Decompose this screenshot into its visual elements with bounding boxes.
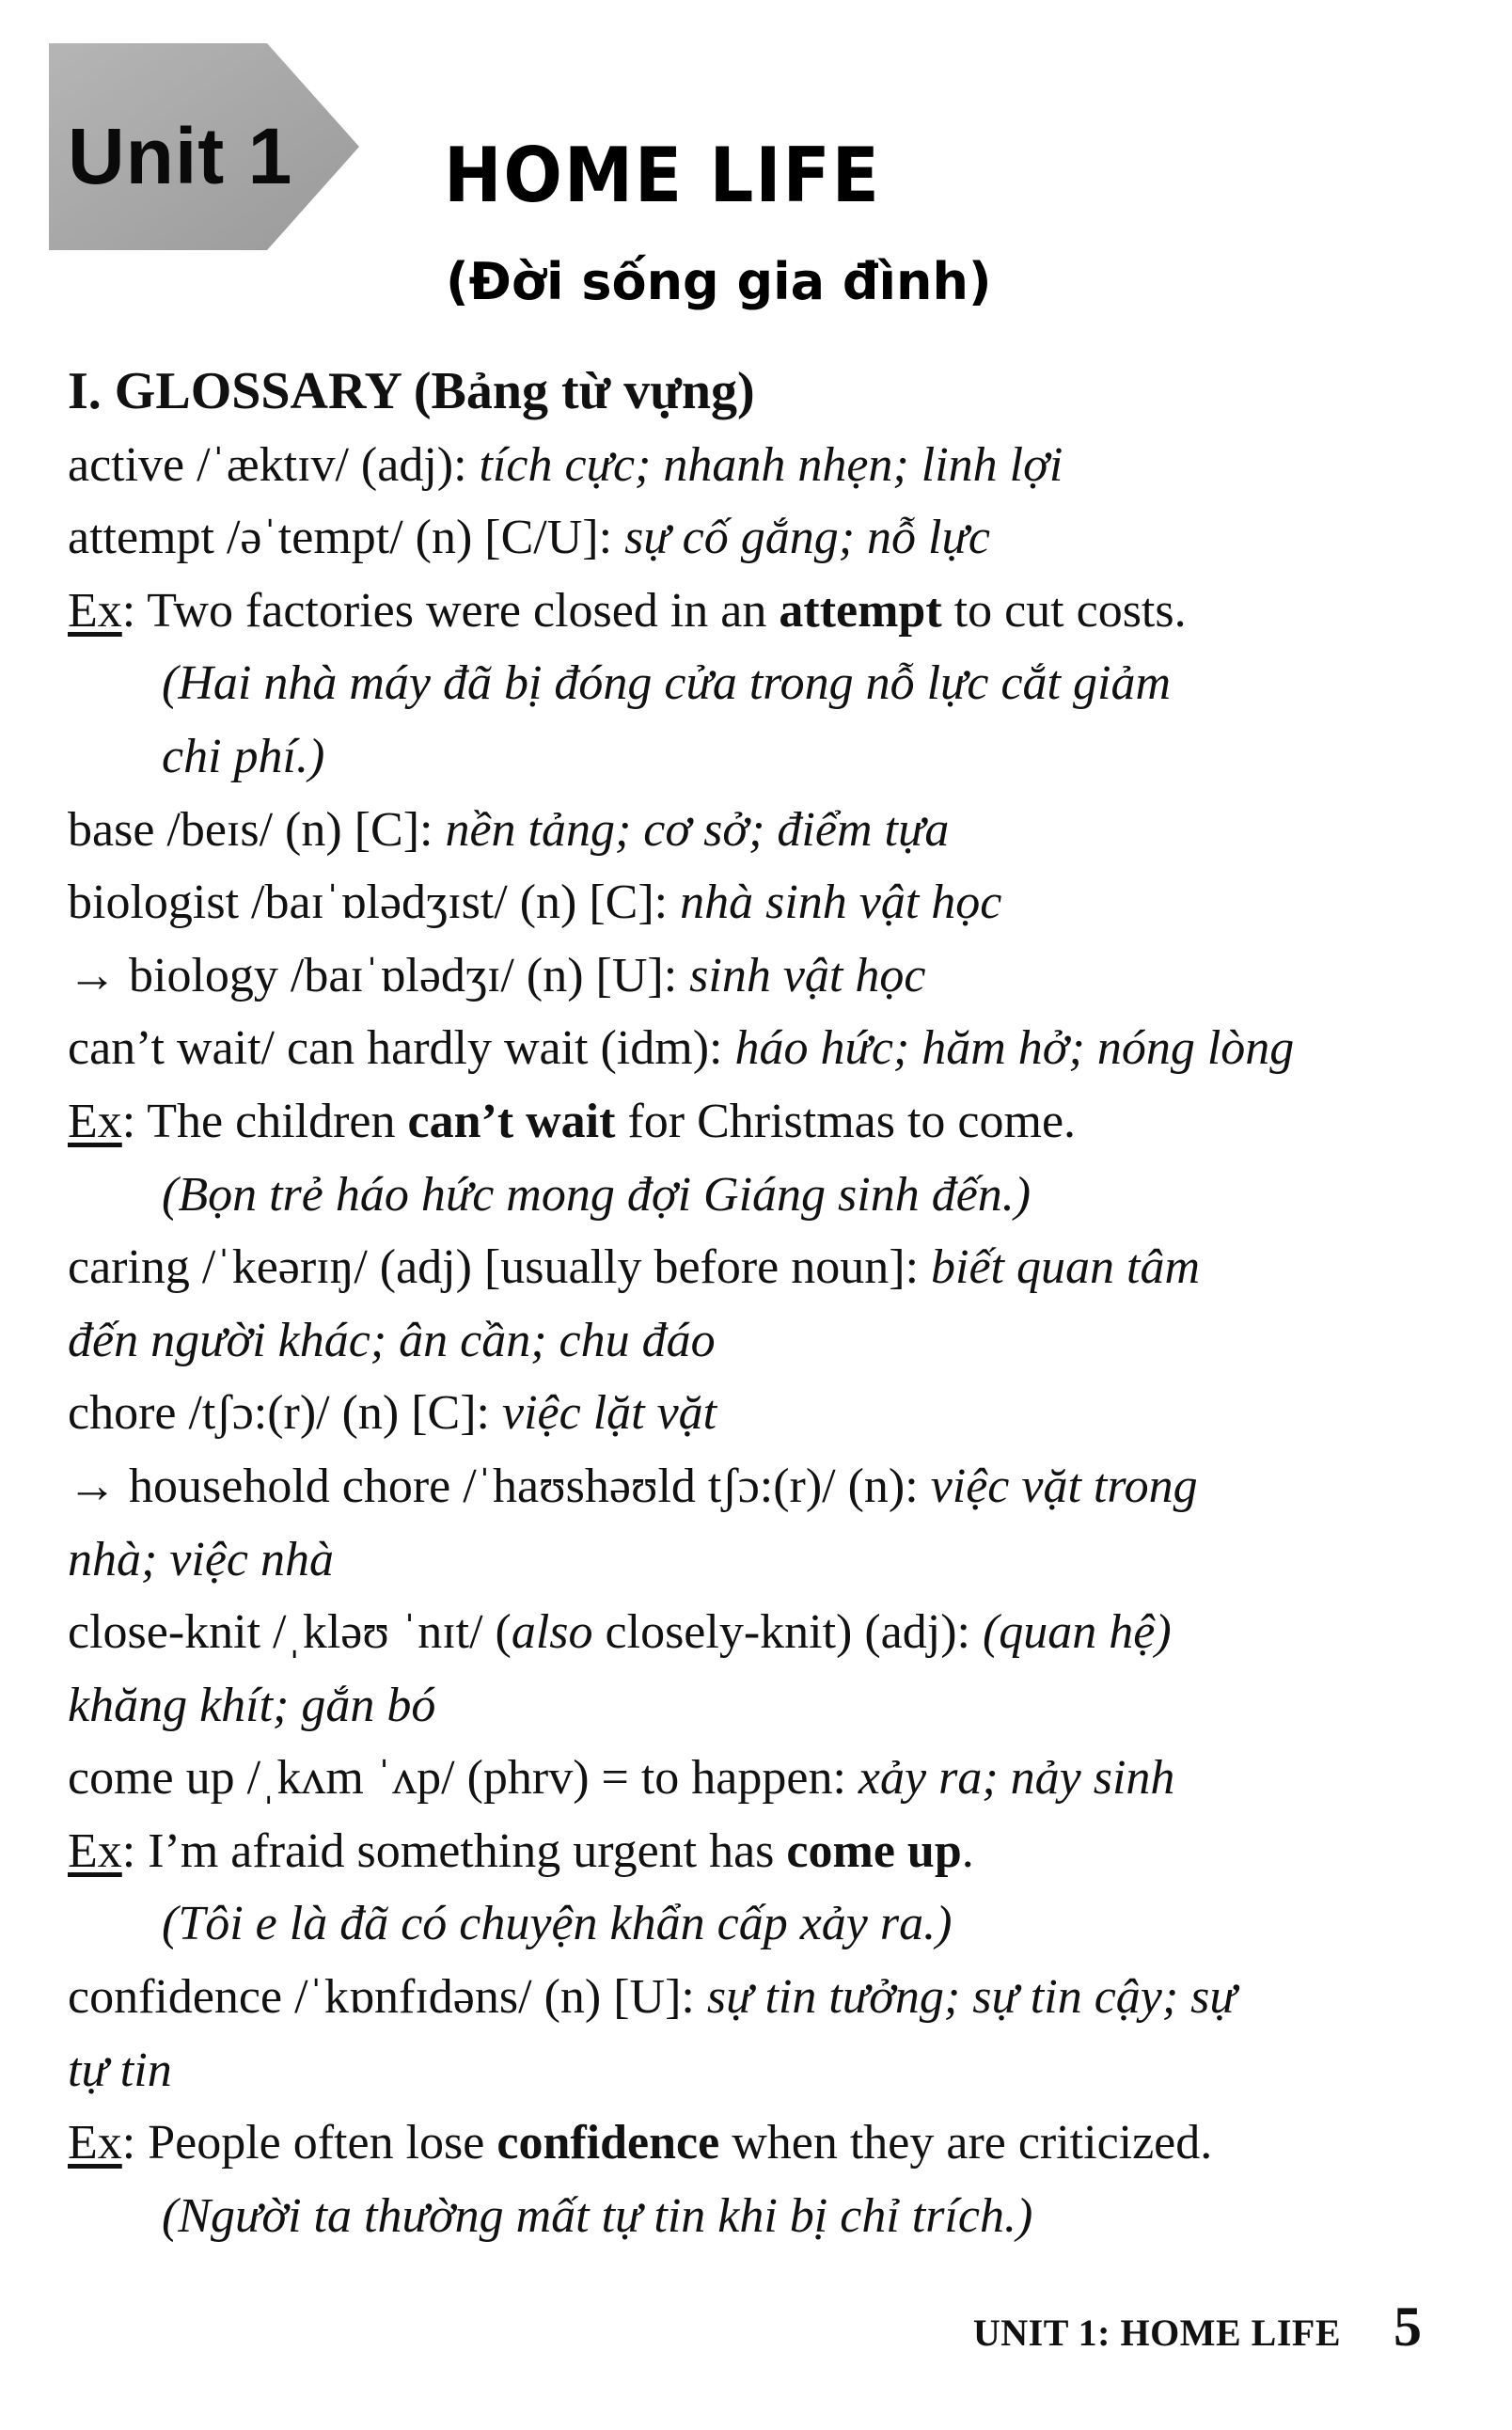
entry-term: caring /ˈkeərɪŋ/ (adj) [usually before noun]: <box>68 1240 932 1295</box>
entry-term-also: also <box>511 1605 593 1660</box>
glossary-entry <box>68 939 1422 1013</box>
page-footer <box>973 2295 1422 2359</box>
example-text: : Two factories were closed in an <box>121 583 780 638</box>
page-header <box>0 0 1512 339</box>
glossary-entry <box>68 866 1422 939</box>
glossary-entry <box>68 429 1422 502</box>
entry-meaning: (quan hệ) <box>982 1605 1172 1660</box>
entry-term: → household chore /ˈhaʊshəʊld tʃɔ:(r)/ (n): <box>68 1459 931 1513</box>
example-line <box>68 575 1422 648</box>
entry-meaning-continuation: đến người khác; ân cần; chu đáo <box>68 1313 716 1367</box>
unit-badge <box>49 38 369 256</box>
example-text: : I’m afraid something urgent has <box>121 1823 787 1878</box>
entry-meaning: háo hức; hăm hở; nóng lòng <box>734 1021 1295 1076</box>
example-translation: (Người ta thường mất tự tin khi bị chỉ trích.) <box>162 2188 1033 2243</box>
running-footer-label: UNIT 1: HOME LIFE <box>972 2312 1341 2354</box>
glossary-entry <box>68 1596 1422 1669</box>
entry-term: come up /ˌkʌm ˈʌp/ (phrv) = to happen: <box>68 1751 858 1806</box>
entry-meaning: nền tảng; cơ sở; điểm tựa <box>445 802 950 857</box>
entry-meaning: việc lặt vặt <box>502 1386 717 1441</box>
entry-meaning: sinh vật học <box>689 948 926 1002</box>
entry-meaning: sự cố gắng; nỗ lực <box>624 511 990 565</box>
entry-meaning: việc vặt trong <box>930 1459 1198 1513</box>
glossary-section <box>68 355 1422 2252</box>
glossary-entry <box>68 794 1422 867</box>
entry-meaning: xảy ra; nảy sinh <box>858 1751 1175 1806</box>
entry-meaning: sự tin tưởng; sự tin cậy; sự <box>706 1970 1236 2025</box>
example-line <box>68 1085 1422 1159</box>
entry-meaning: tích cực; nhanh nhẹn; linh lợi <box>479 437 1063 492</box>
entry-term: attempt /əˈtempt/ (n) [C/U]: <box>68 511 625 565</box>
example-text: when they are criticized. <box>719 2116 1213 2170</box>
glossary-entry <box>68 1377 1422 1450</box>
example-text: . <box>961 1823 974 1878</box>
example-translation: (Hai nhà máy đã bị đóng cửa trong nỗ lực cắt giảm <box>162 656 1172 711</box>
entry-term: base /beɪs/ (n) [C]: <box>68 802 446 857</box>
glossary-entry <box>68 501 1422 575</box>
entry-meaning-continuation: nhà; việc nhà <box>68 1532 335 1586</box>
example-label: Ex <box>68 1094 122 1148</box>
glossary-entry <box>68 1231 1422 1304</box>
example-translation: (Tôi e là đã có chuyện khẩn cấp xảy ra.) <box>162 1897 953 1951</box>
entry-meaning: nhà sinh vật học <box>680 876 1002 930</box>
page-number: 5 <box>1394 2296 1422 2358</box>
example-label: Ex <box>68 583 122 638</box>
glossary-heading: I. GLOSSARY (Bảng từ vựng) <box>68 362 755 420</box>
example-keyword: can’t wait <box>407 1094 616 1148</box>
glossary-entry <box>68 1012 1422 1085</box>
entry-term: active /ˈæktɪv/ (adj): <box>68 437 480 492</box>
entry-term: close-knit /ˌkləʊ ˈnɪt/ ( <box>68 1605 512 1660</box>
example-translation: chi phí.) <box>162 729 325 783</box>
example-line <box>68 2107 1422 2180</box>
entry-meaning-continuation: tự tin <box>68 2043 172 2097</box>
example-text: : People often lose <box>121 2116 497 2170</box>
example-line <box>68 1815 1422 1888</box>
example-keyword: confidence <box>496 2116 720 2170</box>
unit-title: HOME LIFE <box>444 132 881 219</box>
glossary-entry <box>68 1961 1422 2034</box>
example-label: Ex <box>68 2116 122 2170</box>
example-text: for Christmas to come. <box>615 1094 1077 1148</box>
entry-term: closely-knit) (adj): <box>592 1605 983 1660</box>
entry-term: confidence /ˈkɒnfɪdəns/ (n) [U]: <box>68 1970 707 2025</box>
entry-term: chore /tʃɔ:(r)/ (n) [C]: <box>68 1386 503 1441</box>
entry-term: biologist /baɪˈɒlədʒɪst/ (n) [C]: <box>68 876 681 930</box>
entry-meaning-continuation: khăng khít; gắn bó <box>68 1678 436 1732</box>
example-keyword: attempt <box>779 583 942 638</box>
example-text: : The children <box>121 1094 408 1148</box>
entry-term: → biology /baɪˈɒlədʒɪ/ (n) [U]: <box>68 948 690 1002</box>
example-text: to cut costs. <box>941 583 1187 638</box>
unit-label: Unit 1 <box>68 112 293 200</box>
example-keyword: come up <box>786 1823 962 1878</box>
entry-term: can’t wait/ can hardly wait (idm): <box>68 1021 735 1076</box>
unit-subtitle: (Đời sống gia đình) <box>446 252 992 311</box>
example-translation: (Bọn trẻ háo hức mong đợi Giáng sinh đến.) <box>162 1167 1032 1222</box>
example-label: Ex <box>68 1823 122 1878</box>
entry-meaning: biết quan tâm <box>931 1240 1201 1295</box>
glossary-entry <box>68 1742 1422 1815</box>
glossary-entry <box>68 1450 1422 1523</box>
